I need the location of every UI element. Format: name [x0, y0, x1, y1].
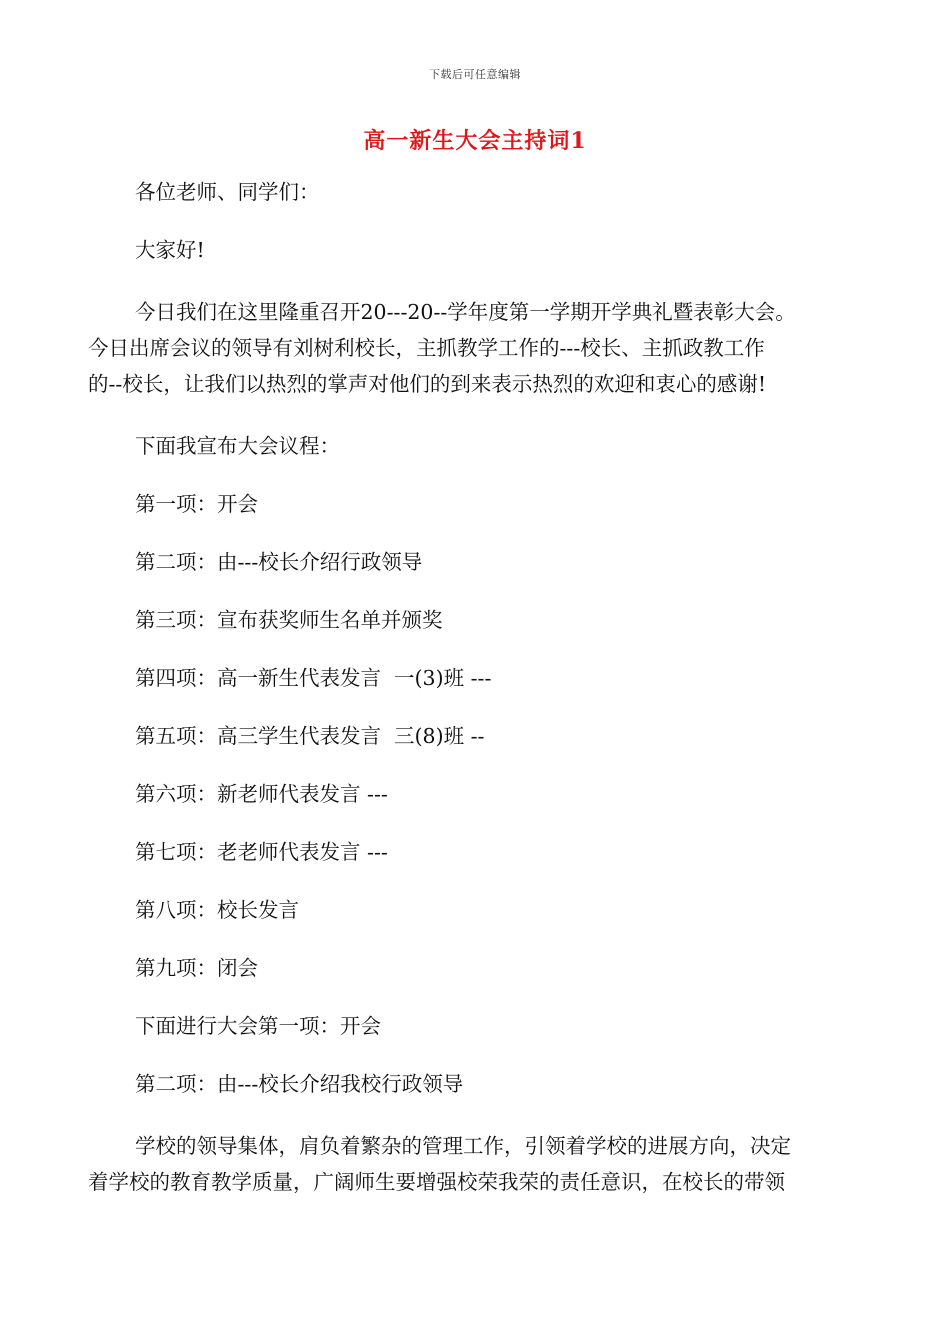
agenda-item: 第二项：由---校长介绍行政领导	[135, 550, 423, 574]
intro-line-1: 今日我们在这里隆重召开20---20--学年度第一学期开学典礼暨表彰大会。	[135, 300, 796, 324]
intro-line-3: 的--校长，让我们以热烈的掌声对他们的到来表示热烈的欢迎和衷心的感谢!	[88, 372, 767, 396]
closing-line-2: 着学校的教育教学质量，广阔师生要增强校荣我荣的责任意识，在校长的带领	[88, 1170, 785, 1194]
intro-paragraph	[88, 294, 858, 402]
agenda-item: 第一项：开会	[135, 492, 258, 516]
closing-line-1: 学校的领导集体，肩负着繁杂的管理工作，引领着学校的进展方向，决定	[135, 1134, 791, 1158]
page-title: 高一新生大会主持词1	[363, 128, 587, 154]
document-body	[88, 178, 858, 1200]
item2-line: 第二项：由---校长介绍我校行政领导	[135, 1072, 464, 1096]
agenda-item: 第七项：老老师代表发言 ---	[135, 840, 388, 864]
agenda-item: 第四项：高一新生代表发言 一(3)班 ---	[135, 666, 492, 690]
agenda-intro: 下面我宣布大会议程：	[135, 434, 340, 458]
agenda-item: 第九项：闭会	[135, 956, 258, 980]
agenda-item: 第八项：校长发言	[135, 898, 299, 922]
closing-paragraph	[88, 1128, 858, 1200]
header-note: 下载后可任意编辑	[429, 68, 521, 81]
proceed-line: 下面进行大会第一项：开会	[135, 1014, 381, 1038]
agenda-item: 第五项：高三学生代表发言 三(8)班 --	[135, 724, 485, 748]
agenda-item: 第六项：新老师代表发言 ---	[135, 782, 388, 806]
intro-line-2: 今日出席会议的领导有刘树利校长，主抓教学工作的---校长、主抓政教工作	[88, 336, 765, 360]
hello: 大家好!	[135, 238, 205, 262]
agenda-item: 第三项：宣布获奖师生名单并颁奖	[135, 608, 443, 632]
greeting: 各位老师、同学们：	[135, 180, 320, 204]
